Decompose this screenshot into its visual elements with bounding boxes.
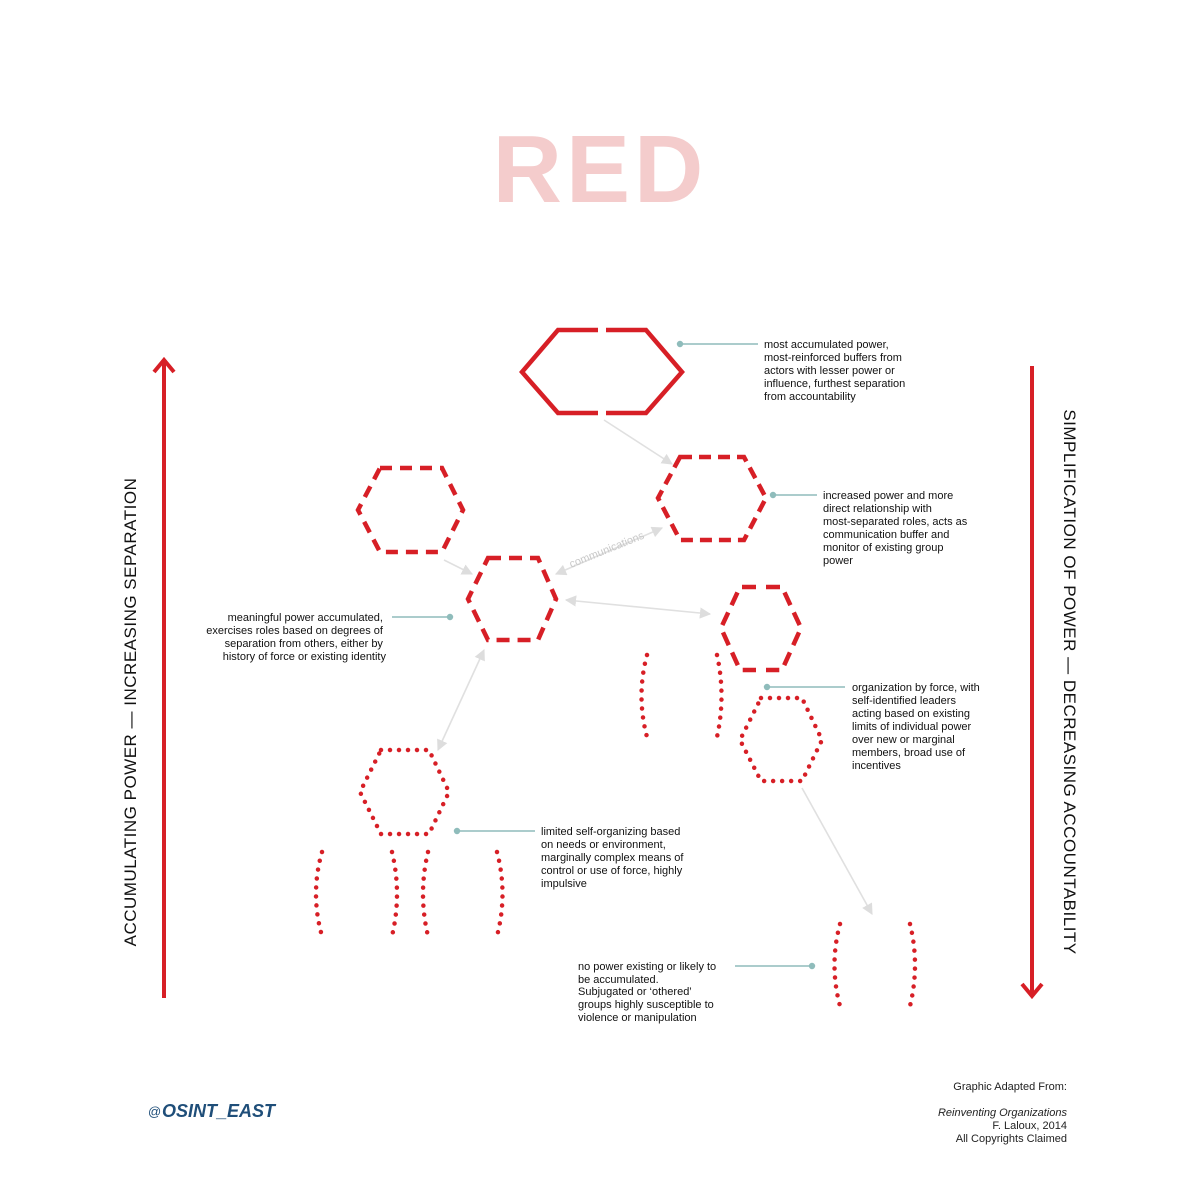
annotation-line: groups highly susceptible to	[578, 999, 714, 1011]
osint-east-logo	[148, 1101, 277, 1121]
credit-book: Reinventing Organizations	[937, 1107, 1067, 1119]
left-axis-arrow	[154, 360, 174, 998]
annotation-line: limited self-organizing based	[541, 826, 681, 838]
credit-heading: Graphic Adapted From:	[953, 1081, 1067, 1093]
annotation-line: most accumulated power,	[764, 339, 889, 351]
center-dashed-hexagon	[468, 558, 556, 640]
annotation-line: on needs or environment,	[541, 839, 666, 851]
annotation-line: over new or marginal	[852, 734, 955, 746]
annotation-line: influence, furthest separation	[764, 378, 906, 390]
bracket-mid-right	[717, 655, 722, 737]
annotation-line: communication buffer and	[823, 529, 950, 541]
credit-rights: All Copyrights Claimed	[955, 1133, 1067, 1145]
bracket-low-1	[316, 852, 322, 936]
annotation-center	[206, 612, 386, 663]
connector-center-to-right	[566, 600, 710, 614]
bracket-mid-left	[642, 655, 648, 737]
bracket-bottom-right	[910, 924, 915, 1006]
annotation-bottom	[578, 961, 719, 1024]
upper-right-dashed-hexagon	[658, 457, 766, 540]
communications-label: communications	[567, 529, 646, 571]
page-title: RED	[492, 116, 708, 223]
annotation-line: from accountability	[764, 391, 856, 403]
annotation-line: members, broad use of	[852, 747, 966, 759]
annotation-line: Subjugated or ‘othered’	[578, 986, 692, 998]
connector-center-to-lower-left	[438, 650, 484, 750]
annotation-line: be accumulated.	[578, 974, 659, 986]
annotation-line: violence or manipulation	[578, 1012, 697, 1024]
annotation-top	[764, 339, 908, 403]
dotted-hexagon-left	[360, 750, 449, 834]
annotation-line: increased power and more	[823, 490, 954, 502]
annotation-line: power	[823, 555, 853, 567]
annotation-line: most-separated roles, acts as	[823, 516, 968, 528]
connector-upper-left-to-center	[444, 560, 472, 574]
connector-top-to-upper-right	[604, 420, 672, 464]
bracket-bottom-left	[835, 924, 841, 1006]
right-axis-label: SIMPLIFICATION OF POWER — DECREASING ACCOUNTABILITY	[1060, 409, 1079, 955]
annotation-line: most-reinforced buffers from	[764, 352, 902, 364]
left-axis-label: ACCUMULATING POWER — INCREASING SEPARATION	[121, 477, 140, 947]
annotation-right	[852, 682, 983, 772]
annotation-line: acting based on existing	[852, 708, 971, 720]
dotted-hexagon-right	[740, 698, 822, 781]
annotation-line: marginally complex means of	[541, 852, 684, 864]
annotation-line: control or use of force, highly	[541, 865, 683, 877]
annotation-line: history of force or existing identity	[222, 651, 386, 663]
top-power-hexagon	[522, 330, 682, 413]
bracket-low-3	[423, 852, 428, 936]
annotation-lower-left	[541, 826, 687, 890]
logo-name: OSINT_EAST	[162, 1101, 276, 1121]
annotation-line: monitor of existing group	[823, 542, 944, 554]
bracket-low-2	[392, 852, 397, 936]
annotation-line: incentives	[852, 760, 901, 772]
annotation-line: meaningful power accumulated,	[227, 612, 383, 624]
annotation-line: limits of individual power	[852, 721, 972, 733]
annotation-line: organization by force, with	[852, 682, 980, 694]
upper-left-dashed-hexagon	[358, 468, 463, 552]
annotation-line: actors with lesser power or	[764, 365, 895, 377]
bracket-low-4	[497, 852, 503, 936]
annotation-line: self-identified leaders	[852, 695, 956, 707]
annotation-upper-right	[823, 490, 970, 567]
annotation-line: no power existing or likely to	[578, 961, 717, 973]
annotation-line: impulsive	[541, 878, 587, 890]
annotation-line: exercises roles based on degrees of	[206, 625, 383, 637]
annotation-line: separation from others, either by	[224, 638, 383, 650]
annotation-line: direct relationship with	[823, 503, 932, 515]
connector-right-to-bottom	[802, 788, 872, 914]
right-axis-arrow	[1022, 366, 1042, 996]
credit-author: F. Laloux, 2014	[992, 1120, 1067, 1132]
logo-prefix: @	[148, 1104, 162, 1119]
right-dashed-hexagon	[721, 587, 801, 670]
